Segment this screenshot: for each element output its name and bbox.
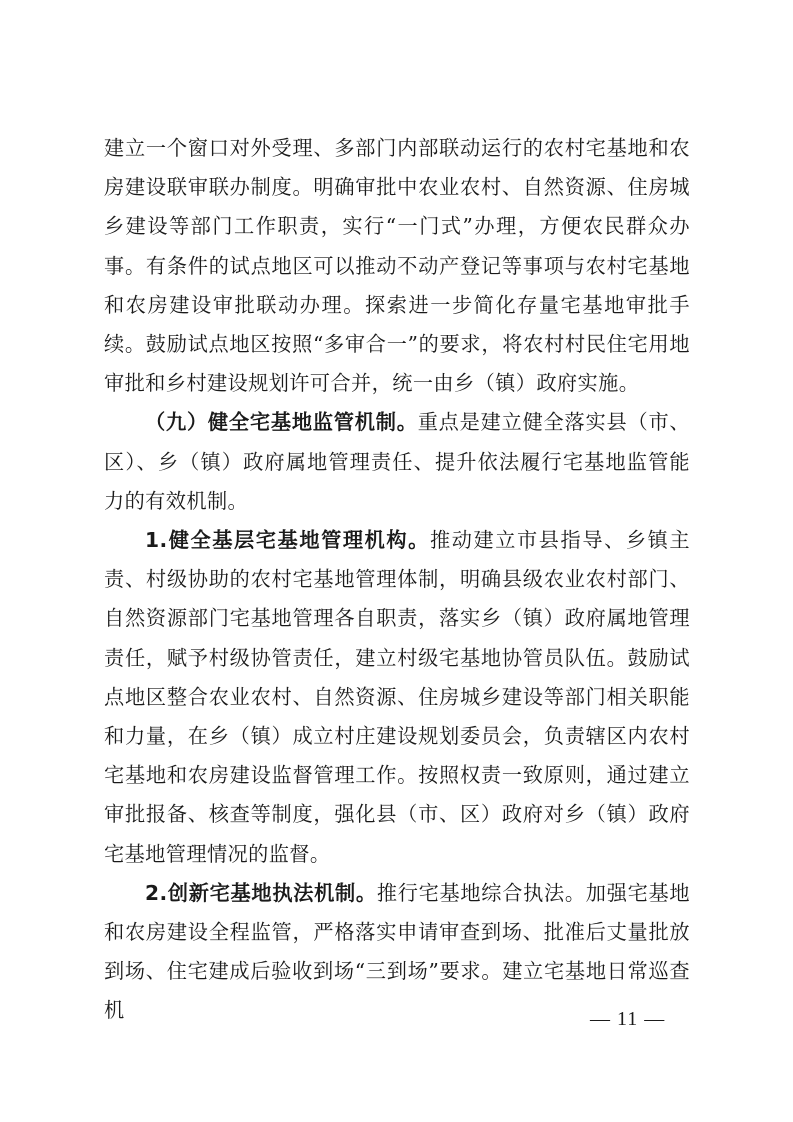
paragraph-1-text: 建立一个窗口对外受理、多部门内部联动运行的农村宅基地和农房建设联审联办制度。明确审批中农业农村、自然资源、住房城乡建设等部门工作职责，实行“一门式”办理，方便农民群众办事。有条件的试点地区可以推动不动产登记等事项与农村宅基地和农房建设审批联动办理。探索进一步简化存量宅基地审批手续。鼓励试点地区按照“多审合一”的要求，将农村村民住宅用地审批和乡村建设规划许可合并，统一由乡（镇）政府实施。: [104, 136, 690, 396]
page-number: — 11 —: [590, 1008, 666, 1030]
paragraph-4-text: 推行宅基地综合执法。加强宅基地和农房建设全程监管，严格落实申请审查到场、批准后丈量批放到场、住宅建成后验收到场“三到场”要求。建立宅基地日常巡查机: [104, 880, 690, 1023]
paragraph-3-text: 推动建立市县指导、乡镇主责、村级协助的农村宅基地管理体制，明确县级农业农村部门、自然资源部门宅基地管理各自职责，落实乡（镇）政府属地管理责任，赋予村级协管责任，建立村级宅基地协管员队伍。鼓励试点地区整合农业农村、自然资源、住房城乡建设等部门相关职能和力量，在乡（镇）成立村庄建设规划委员会，负责辖区内农村宅基地和农房建设监督管理工作。按照权责一致原则，通过建立审批报备、核查等制度，强化县（市、区）政府对乡（镇）政府宅基地管理情况的监督。: [104, 528, 690, 866]
paragraph-3: [104, 521, 690, 874]
paragraph-2: [104, 403, 690, 521]
document-body: [104, 129, 690, 1031]
section-heading-9: （九）健全宅基地监管机制。: [145, 410, 418, 435]
paragraph-1: [104, 129, 690, 403]
paragraph-2-text: 重点是建立健全落实县（市、区）、乡（镇）政府属地管理责任、提升依法履行宅基地监管能力的有效机制。: [104, 410, 691, 513]
subsection-heading-1: 1.健全基层宅基地管理机构。: [145, 528, 430, 553]
subsection-heading-2: 2.创新宅基地执法机制。: [145, 880, 377, 905]
